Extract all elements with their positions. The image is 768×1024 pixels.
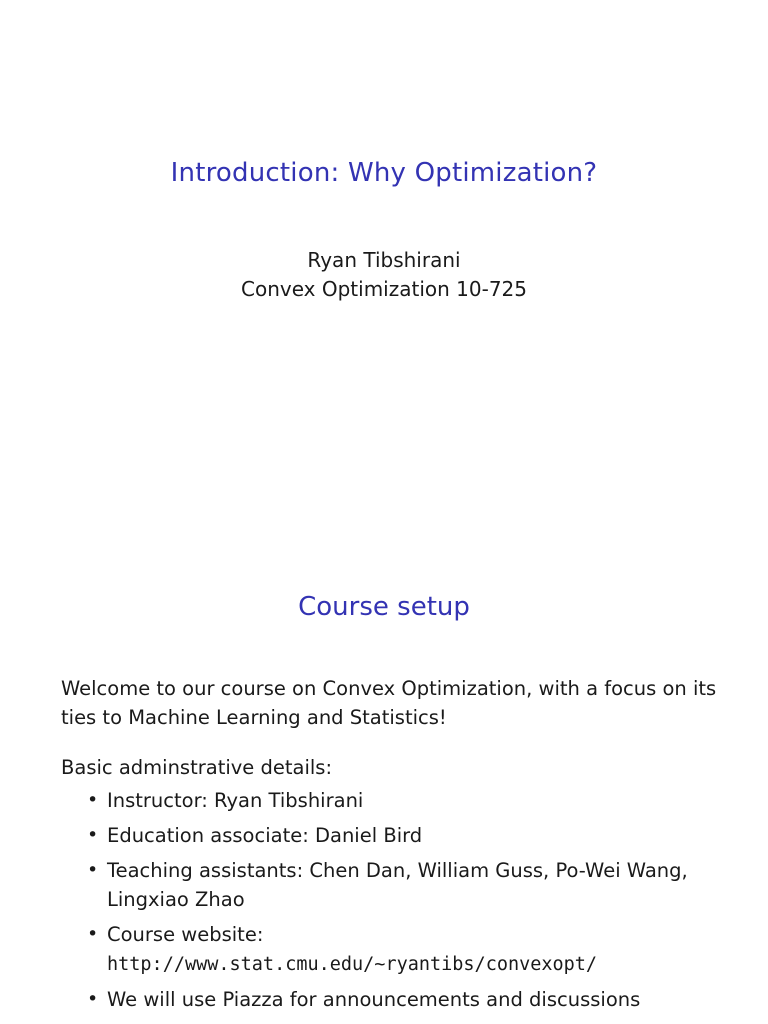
bullet-icon: • xyxy=(87,859,99,881)
course-name: Convex Optimization 10-725 xyxy=(241,277,527,301)
list-item-text: Course website: xyxy=(107,923,264,946)
course-website-link[interactable]: http://www.stat.cmu.edu/~ryantibs/convexopt/ xyxy=(107,954,598,975)
details-list xyxy=(61,786,721,1014)
slide-title: Introduction: Why Optimization? xyxy=(170,158,598,188)
author-block xyxy=(0,246,768,304)
slide-body xyxy=(61,674,721,1020)
frame-title: Course setup xyxy=(298,592,470,622)
list-item-text: Instructor: Ryan Tibshirani xyxy=(107,789,364,812)
details-label: Basic adminstrative details: xyxy=(61,756,333,779)
bullet-icon: • xyxy=(87,923,99,945)
list-item-text: We will use Piazza for announcements and discussions xyxy=(107,988,641,1011)
list-item xyxy=(61,920,721,979)
welcome-paragraph: Welcome to our course on Convex Optimization, with a focus on its ties to Machine Learning and Statistics! xyxy=(61,677,717,729)
bullet-icon: • xyxy=(87,988,99,1010)
list-item xyxy=(61,786,721,815)
list-item xyxy=(61,821,721,850)
list-item-text: Teaching assistants: Chen Dan, William Guss, Po-Wei Wang, Lingxiao Zhao xyxy=(107,859,688,911)
bullet-icon: • xyxy=(87,789,99,811)
list-item xyxy=(61,856,721,914)
list-item-text: Education associate: Daniel Bird xyxy=(107,824,423,847)
course-setup-slide xyxy=(0,512,768,1024)
bullet-icon: • xyxy=(87,824,99,846)
author-name: Ryan Tibshirani xyxy=(307,248,461,272)
list-item xyxy=(61,985,721,1014)
